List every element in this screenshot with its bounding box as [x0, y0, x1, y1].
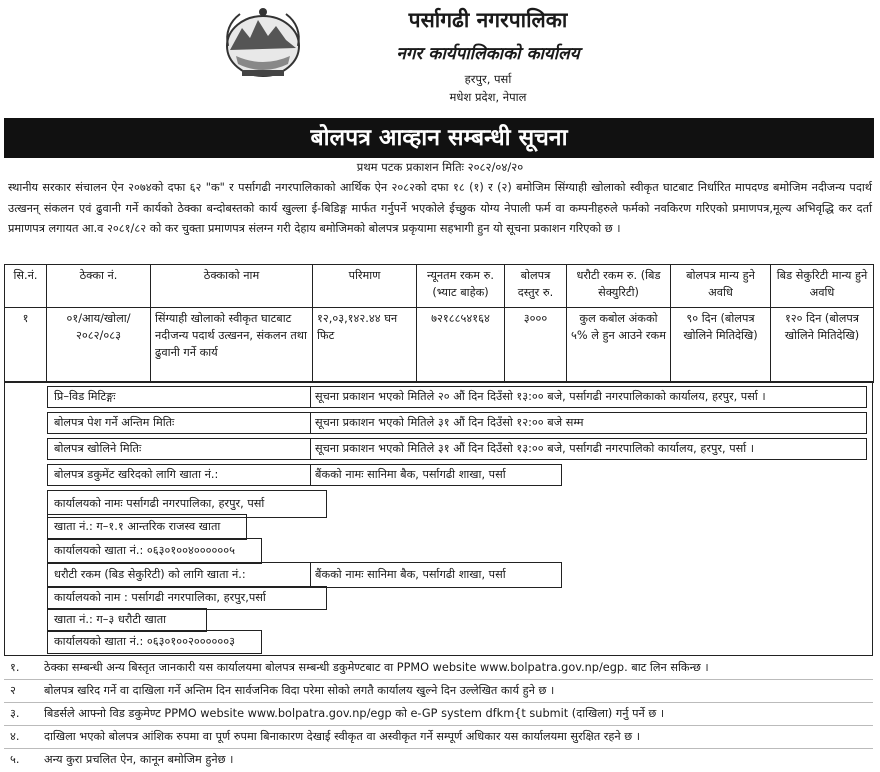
open-row: [47, 438, 867, 460]
office-address: हरपुर, पर्सा: [464, 72, 512, 86]
nepal-emblem-icon: [222, 6, 304, 80]
table-row: [5, 308, 874, 383]
col-header: धरौटी रकम रु. (बिड सेक्युरिटी): [567, 265, 671, 308]
col-header: बोलपत्र मान्य हुने अवधि: [671, 265, 771, 308]
office-name-2: कार्यालयको नाम : पर्सागढी नगरपालिका, हरपुर,पर्सा: [54, 591, 266, 604]
org-name: पर्सागढी नगरपालिका: [408, 8, 568, 32]
note-text: दाखिला भएको बोलपत्र आंशिक रुपमा वा पूर्ण रुपमा बिनाकारण देखाई स्वीकृत वा अस्वीकृत गर्ने सम्पूर्ण अधिकार यस कार्यालयमा सुरक्षित रहने छ ।: [44, 730, 640, 743]
prebid-row: [47, 386, 867, 408]
cell-security-validity: १२० दिन (बोलपत्र खोलिने मितिदेखि): [771, 308, 874, 383]
notice-title: बोलपत्र आव्हान सम्बन्धी सूचना: [4, 118, 874, 158]
note-number: ५.: [10, 753, 20, 766]
note-number: ३.: [10, 707, 20, 720]
note-text: बोलपत्र खरिद गर्ने वा दाखिला गर्ने अन्तिम दिन सार्वजनिक विदा परेमा सोको लगतै कार्यालय खुल्ने दिन उल्लेखित कार्य हुने छ ।: [44, 684, 555, 697]
prebid-value: सूचना प्रकाशन भएको मितिले २० औं दिन दिउँसो १३:०० बजे, पर्सागढी नगरपालिकाको कार्यालय, हरपुर, पर्सा ।: [310, 387, 766, 407]
col-header: ठेक्काको नाम: [151, 265, 313, 308]
col-header: ठेक्का नं.: [47, 265, 151, 308]
schedule-info: [4, 381, 873, 656]
note-number: ४.: [10, 730, 20, 743]
cell-contract-name: सिंग्याही खोलाको स्वीकृत घाटबाट नदीजन्य पदार्थ उत्खनन, संकलन तथा ढुवानी गर्ने कार्य: [151, 308, 313, 383]
note-divider: [4, 725, 873, 726]
letterhead: [0, 0, 880, 120]
office-province: मधेश प्रदेश, नेपाल: [449, 90, 527, 104]
note-text: बिडर्सले आफ्नो विड डकुमेण्ट PPMO website www.bolpatra.gov.np/egp को e-GP system dfkm{t submit (दाखिला) गर्नु पर्ने छ ।: [44, 707, 665, 720]
account-no-2: खाता नं.: ग–३ धरौटी खाता: [54, 613, 167, 626]
note-number: २: [10, 684, 16, 697]
account-no-1: खाता नं.: ग–१.१ आन्तरिक राजस्व खाता: [54, 520, 221, 533]
submit-label: बोलपत्र पेश गर्ने अन्तिम मितिः: [54, 416, 175, 429]
cell-security: कुल कबोल अंकको ५% ले हुन आउने रकम: [567, 308, 671, 383]
note-divider: [4, 748, 873, 749]
doc-account-value: बैंकको नामः सानिमा बैक, पर्सागढी शाखा, पर्सा: [310, 465, 506, 485]
note-text: अन्य कुरा प्रचलित ऐन, कानून बमोजिम हुनेछ ।: [44, 753, 234, 766]
col-header: न्यूनतम रकम रु. (भ्याट बाहेक): [417, 265, 505, 308]
office-account-row: [47, 538, 262, 564]
contract-table: [4, 264, 874, 383]
publication-date: प्रथम पटक प्रकाशन मितिः २०८२/०४/२०: [356, 160, 524, 174]
col-header: सि.नं.: [5, 265, 47, 308]
office-account-1: कार्यालयको खाता नं.: ०६३०१००४००००००५: [54, 544, 235, 557]
doc-account-label: बोलपत्र डकुमेंट खरिदको लागि खाता नं.:: [54, 468, 219, 481]
security-account-value: बैंकको नामः सानिमा बैक, पर्सागढी शाखा, पर्सा: [310, 563, 506, 587]
note-text: ठेक्का सम्बन्धी अन्य बिस्तृत जानकारी यस कार्यालयमा बोलपत्र सम्बन्धी डकुमेण्टबाट वा PPMO website www.bolpatra.gov.np/egp. बाट लिन सकिन्छ ।: [44, 661, 709, 674]
security-account-row: [47, 562, 562, 588]
intro-paragraph: स्थानीय सरकार संचालन ऐन २०७४को दफा ६२ "क" र पर्सागढी नगरपालिकाको आर्थिक ऐन २०८२को दफा १८ (१) र (२) बमोजिम सिंग्याही खोलाको स्वीकृत घाटबाट निर्धारित मापदण्ड बमोजिम नदीजन्य पदार्थ उत्खनन् संकलन एवं ढुवानी गर्ने कार्यको ठेक्का बन्दोबस्तको कार्य खुल्ला ई-बिडिङ्ग मार्फत गर्नुपर्ने भएकोले ईच्छुक योग्य नेपाली फर्म वा कम्पनीहरुले फर्मको नवकिरण गरिएको प्रमाणपत्र,मूल्य अभिवृद्धि कर दर्ता प्रमाणपत्र लगायत आ.व २०८१/८२ को कर चुक्ता प्रमाणपत्र संलग्न गरी देहाय बमोजिमको बोलपत्र प्रकृयामा सहभागी हुन यो सूचना प्रकाशन गरिएको छ ।: [8, 181, 872, 235]
cell-quantity: १२,०३,१४२.४४ घन फिट: [313, 308, 417, 383]
submit-row: [47, 412, 867, 434]
submit-value: सूचना प्रकाशन भएको मितिले ३१ औं दिन दिउँसो १२:०० बजे सम्म: [310, 413, 583, 433]
col-header: बिड सेकुरिटी मान्य हुने अवधि: [771, 265, 874, 308]
open-label: बोलपत्र खोलिने मितिः: [54, 442, 142, 455]
security-account-label: धरौटी रकम (बिड सेकुरिटी) को लागि खाता नं.:: [54, 568, 246, 581]
col-header: बोलपत्र दस्तुर रु.: [505, 265, 567, 308]
office-name-1: कार्यालयको नामः पर्सागढी नगरपालिका, हरपुर, पर्सा: [54, 497, 265, 510]
office-account-2: कार्यालयको खाता नं.: ०६३०१००२००००००३: [54, 635, 235, 648]
office-account-row-2: [47, 630, 262, 654]
cell-bid-validity: ९० दिन (बोलपत्र खोलिने मितिदेखि): [671, 308, 771, 383]
doc-account-row: [47, 464, 562, 486]
table-header-row: [5, 265, 874, 308]
office-name-row-2: [47, 586, 327, 610]
cell-contract-no: ०१/आय/खोला/ २०८२/०८३: [47, 308, 151, 383]
cell-min-amount: ७२१८८५४१६४: [417, 308, 505, 383]
open-value: सूचना प्रकाशन भएको मितिले ३१ औं दिन दिउँसो १३:०० बजे, पर्सागढी नगरपालिको कार्यालय, हरपुर, पर्सा ।: [310, 439, 754, 459]
col-header: परिमाण: [313, 265, 417, 308]
account-no-row-2: [47, 608, 207, 632]
cell-fee: ३०००: [505, 308, 567, 383]
note-divider: [4, 702, 873, 703]
note-number: १.: [10, 661, 20, 674]
account-no-row: [47, 514, 247, 540]
prebid-label: प्रि–विड मिटिङ्गः: [54, 390, 116, 403]
cell-sn: १: [5, 308, 47, 383]
note-divider: [4, 679, 873, 680]
office-name: नगर कार्यपालिकाको कार्यालय: [396, 44, 580, 64]
